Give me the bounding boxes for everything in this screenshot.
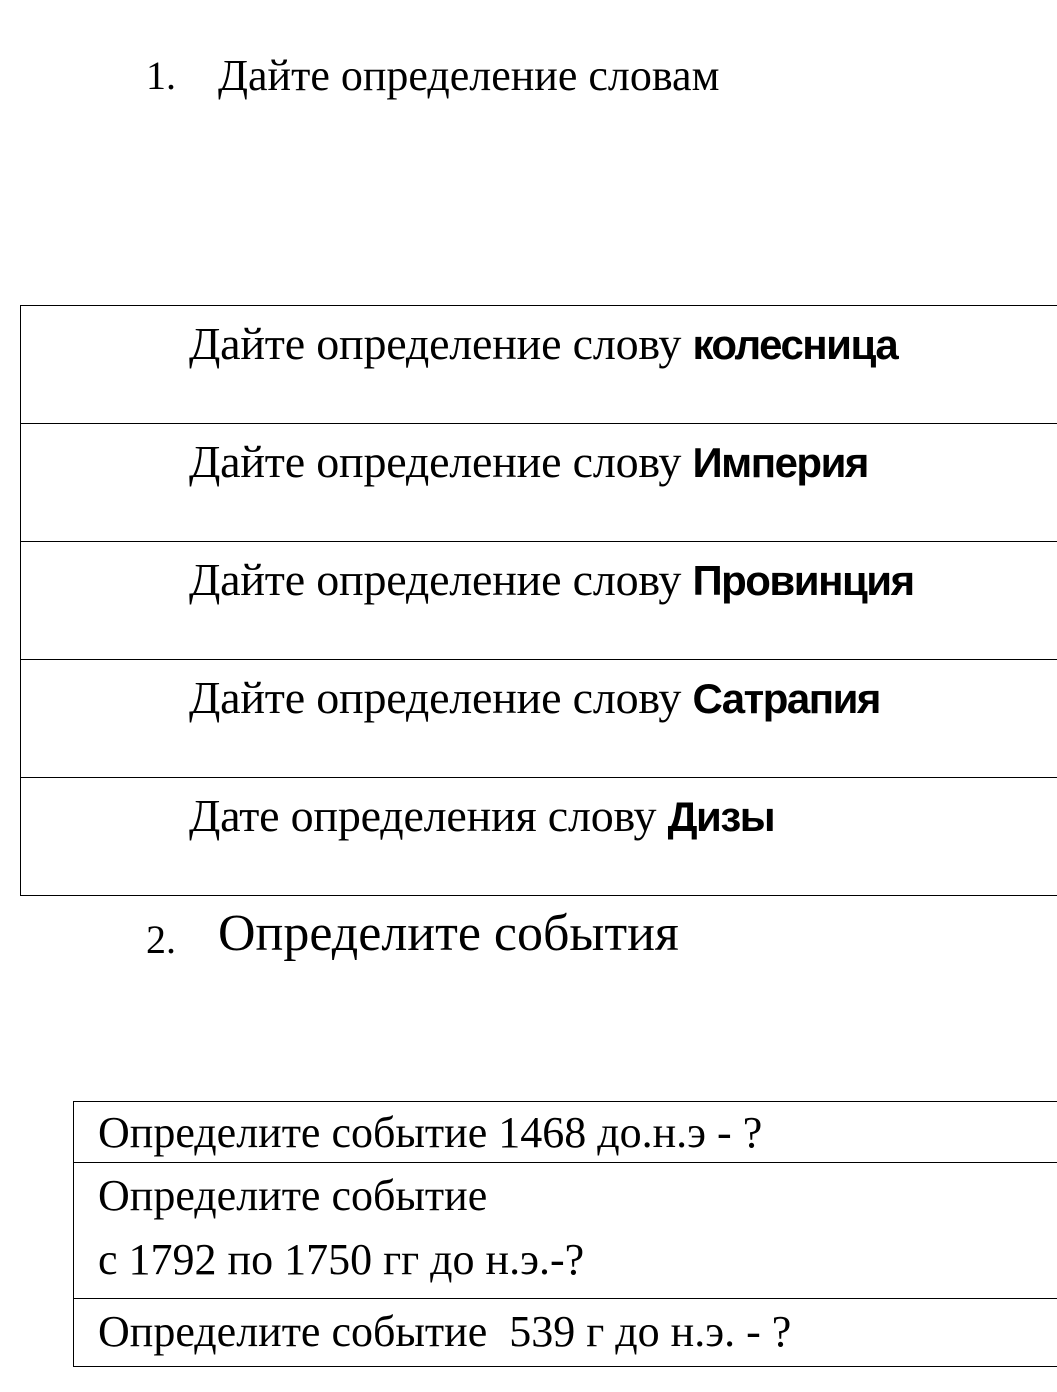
definition-line	[189, 434, 868, 491]
section-1-number: 1.	[146, 53, 176, 98]
definitions-table	[20, 305, 1057, 896]
definition-line	[189, 670, 880, 727]
definition-prompt: Дайте определение слову	[189, 672, 682, 723]
definition-row	[21, 423, 1057, 541]
events-table	[73, 1101, 1057, 1367]
section-1-title: Дайте определение словам	[218, 51, 720, 100]
definition-prompt: Дате определения слову	[189, 790, 657, 841]
section-2-number: 2.	[146, 917, 176, 962]
event-text: Определите событие	[98, 1171, 488, 1220]
definition-row	[21, 306, 1057, 423]
definition-line	[189, 788, 774, 845]
event-row	[74, 1298, 1057, 1366]
definition-row	[21, 659, 1057, 777]
event-text: Определите событие 539 г до н.э. - ?	[98, 1307, 792, 1356]
section-2-title: Определите события	[218, 905, 679, 962]
definition-line	[189, 552, 914, 609]
definition-word: колесница	[692, 321, 898, 368]
definition-prompt: Дайте определение слову	[189, 436, 682, 487]
definition-word: Дизы	[667, 793, 775, 840]
definition-prompt: Дайте определение слову	[189, 318, 682, 369]
event-row	[74, 1102, 1057, 1162]
event-row	[74, 1162, 1057, 1298]
definition-word: Империя	[692, 439, 868, 486]
event-text: с 1792 по 1750 гг до н.э.-?	[98, 1235, 585, 1284]
definition-word: Сатрапия	[692, 675, 880, 722]
definition-row	[21, 541, 1057, 659]
definition-row	[21, 777, 1057, 895]
definition-word: Провинция	[692, 557, 914, 604]
definition-prompt: Дайте определение слову	[189, 554, 682, 605]
definition-line	[189, 316, 897, 373]
event-text: Определите событие 1468 до.н.э - ?	[98, 1108, 763, 1157]
